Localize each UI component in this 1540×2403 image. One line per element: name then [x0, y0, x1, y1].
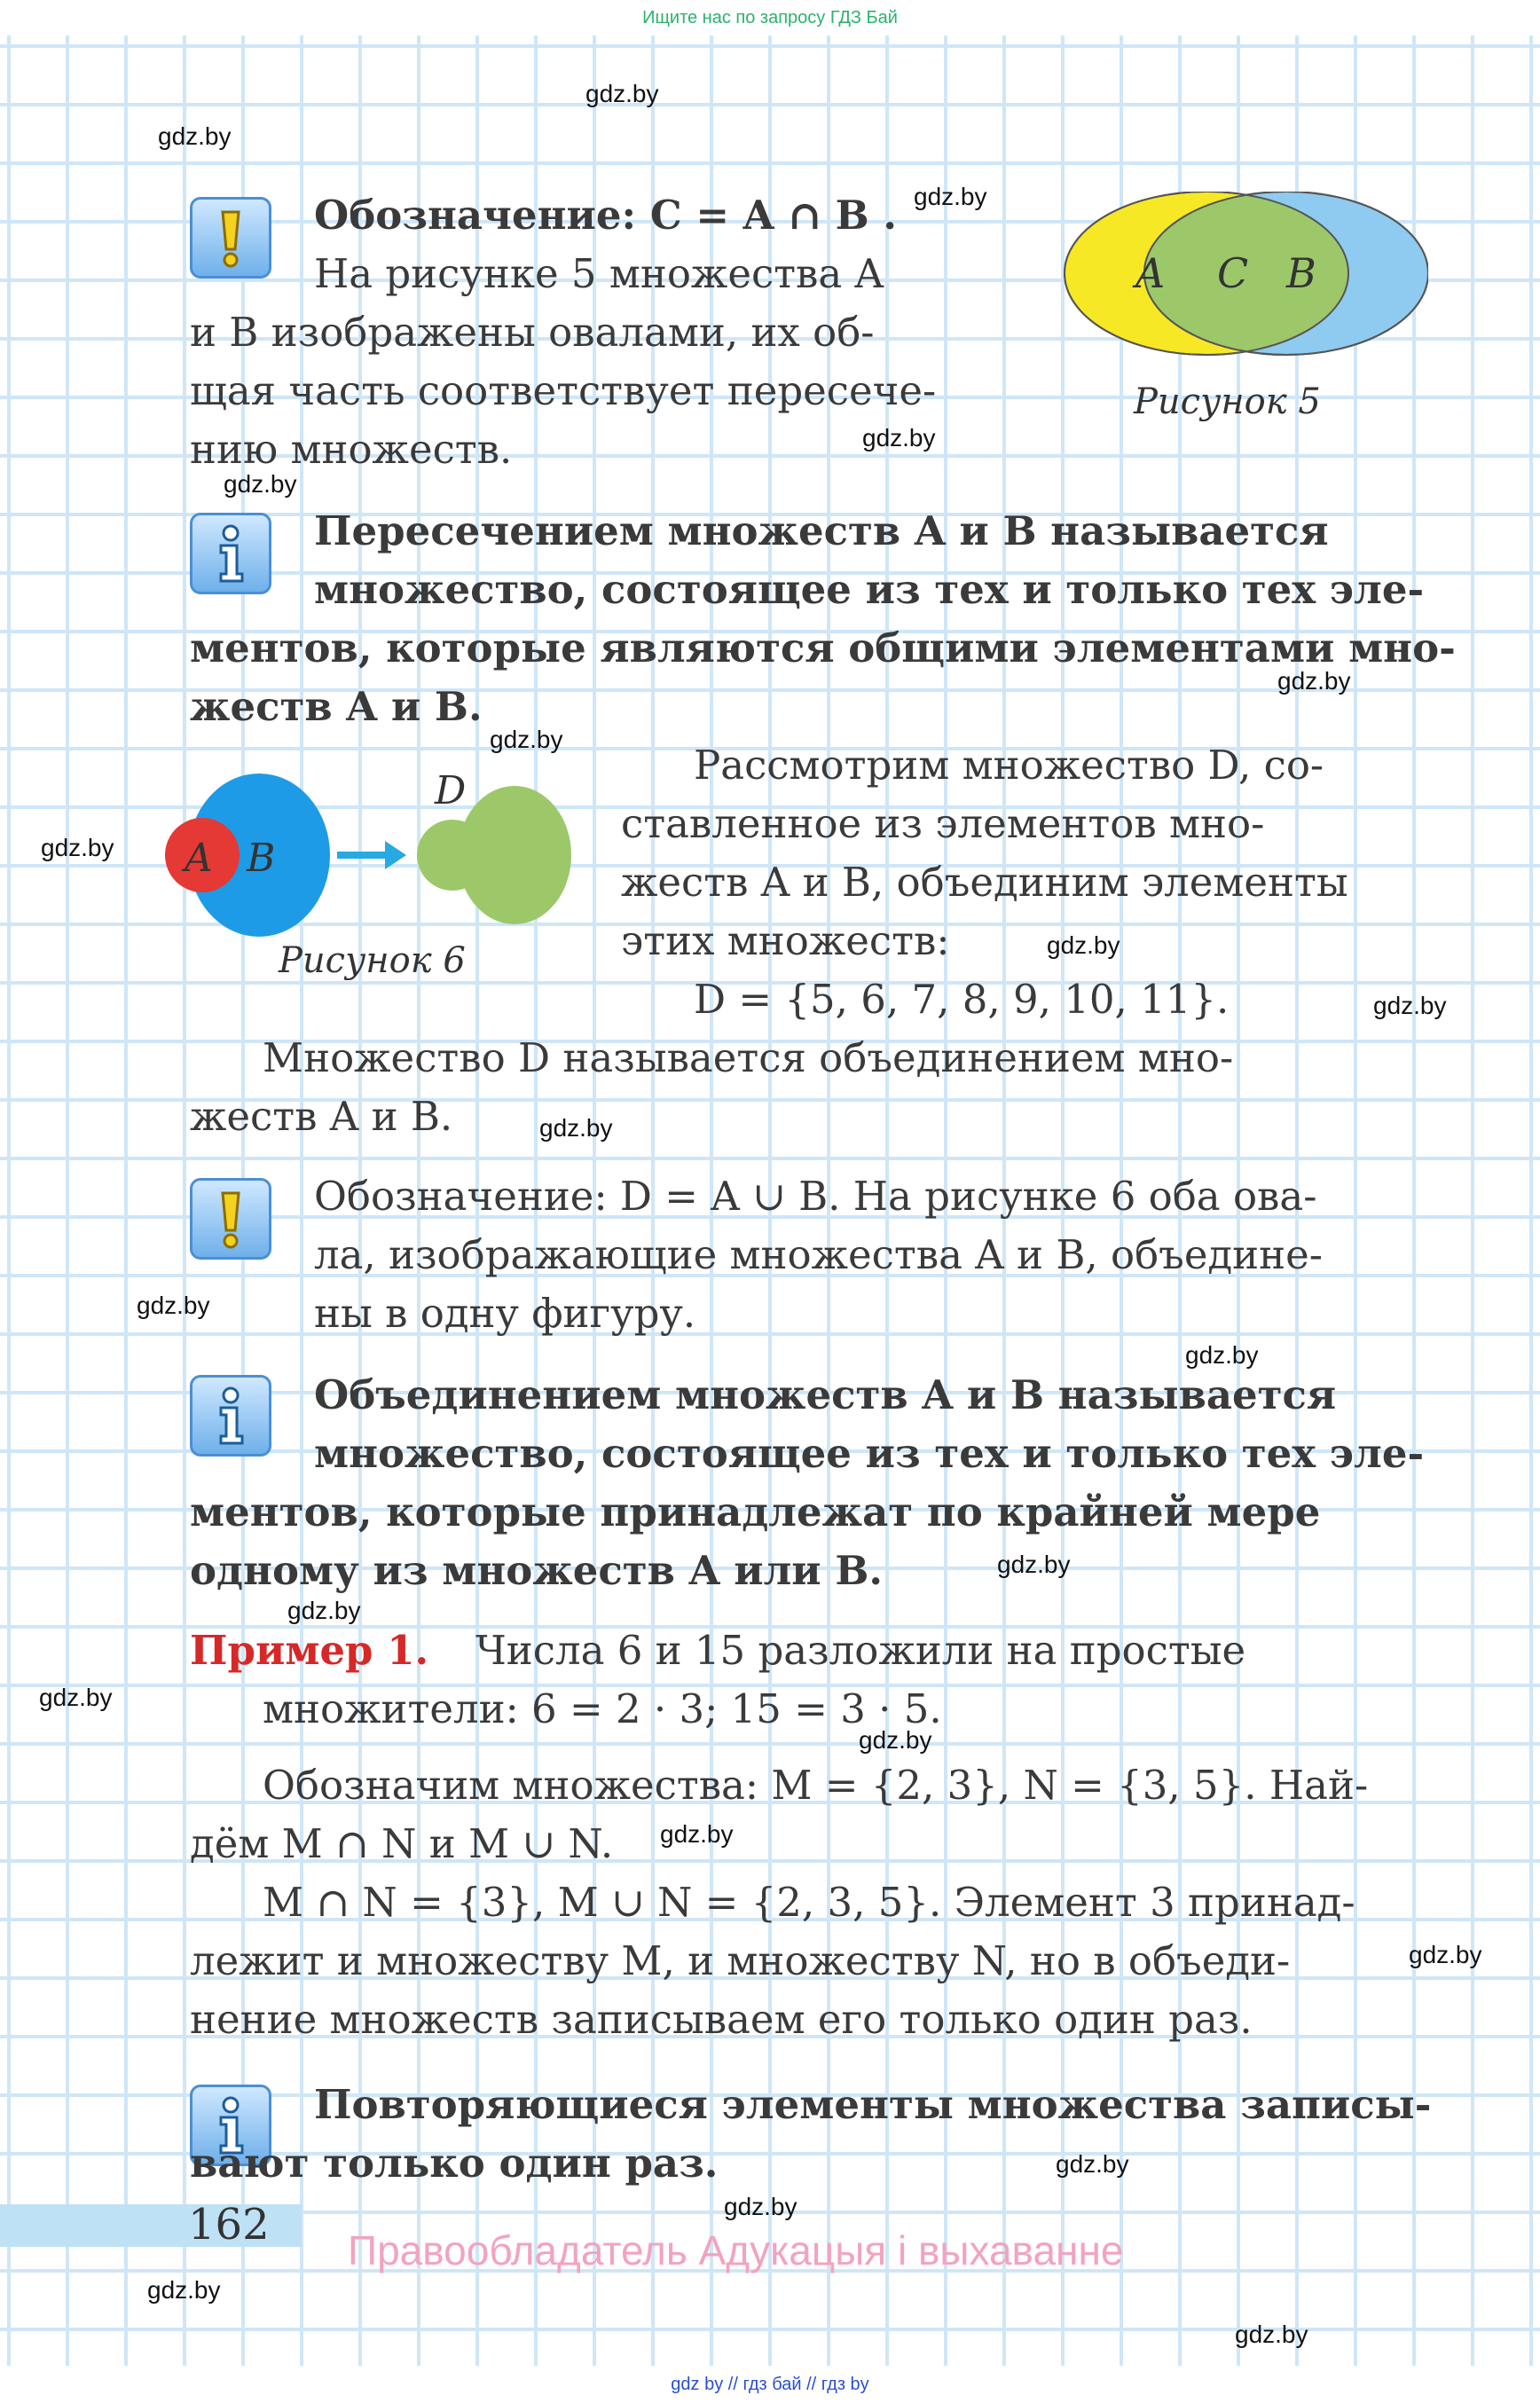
- watermark: gdz.by: [287, 1597, 361, 1624]
- text-line: ставленное из элементов мно-: [621, 800, 1265, 847]
- watermark: gdz.by: [859, 1726, 932, 1754]
- example-label: Пример 1.: [190, 1627, 429, 1674]
- notation-intersection: Обозначение: C = A ∩ B .: [314, 192, 898, 239]
- watermark: gdz.by: [1235, 2321, 1308, 2348]
- def-union-line: одному из множеств A или B.: [190, 1547, 884, 1594]
- set-d-label: D: [435, 768, 467, 813]
- def-intersection-line: ментов, которые являются общими элементами мно-: [190, 624, 1456, 671]
- set-d-formula: D = {5, 6, 7, 8, 9, 10, 11}.: [694, 976, 1230, 1023]
- rule-line: Повторяющиеся элементы множества записы-: [314, 2081, 1432, 2128]
- info-icon: [190, 1375, 271, 1457]
- text-line: ла, изображающие множества A и B, объедине-: [314, 1231, 1323, 1278]
- info-icon: [190, 513, 271, 594]
- set-c-label: C: [1217, 249, 1249, 297]
- text-line: жеств A и B.: [190, 1093, 453, 1140]
- watermark: gdz.by: [224, 470, 297, 498]
- watermark: gdz.by: [1277, 667, 1351, 695]
- rule-line: вают только один раз.: [190, 2140, 719, 2187]
- example-line: лежит и множеству M, и множеству N, но в объеди-: [190, 1937, 1291, 1984]
- figure-5-caption: Рисунок 5: [1134, 381, 1321, 422]
- page-number: 162: [188, 2200, 270, 2250]
- def-union-line: Объединением множеств A и B называется: [314, 1371, 1337, 1418]
- text-line: На рисунке 5 множества A: [314, 250, 884, 297]
- watermark: gdz.by: [1185, 1341, 1259, 1369]
- watermark: gdz.by: [862, 424, 936, 452]
- watermark: gdz.by: [914, 183, 987, 210]
- watermark: gdz.by: [147, 2276, 221, 2304]
- copyright-holder: Правообладатель Адукацыя і выхаванне: [348, 2227, 1124, 2273]
- bottom-banner[interactable]: gdz by // гдз бай // гдз by: [0, 2366, 1540, 2403]
- def-intersection-line: Пересечением множеств A и B называется: [314, 507, 1329, 554]
- watermark: gdz.by: [997, 1551, 1071, 1578]
- attention-icon: [190, 197, 271, 279]
- watermark: gdz.by: [660, 1820, 734, 1848]
- set-b-label: B: [247, 836, 276, 881]
- watermark: gdz.by: [39, 1684, 113, 1711]
- watermark: gdz.by: [158, 122, 232, 150]
- watermark: gdz.by: [1409, 1941, 1482, 1968]
- attention-icon: [190, 1178, 271, 1260]
- example-line: нение множеств записываем его только один раз.: [190, 1996, 1253, 2043]
- def-intersection-line: множество, состоящее из тех и только тех эле-: [314, 566, 1425, 613]
- example-line: Обозначим множества: M = {2, 3}, N = {3, 5}. Най-: [263, 1762, 1369, 1809]
- set-a-label: A: [185, 836, 213, 881]
- example-line: M ∩ N = {3}, M ∪ N = {2, 3, 5}. Элемент 3 принад-: [263, 1879, 1355, 1926]
- text-line: жеств A и B, объединим элементы: [621, 859, 1348, 906]
- watermark: gdz.by: [539, 1114, 613, 1142]
- example-line: дём M ∩ N и M ∪ N.: [190, 1820, 614, 1867]
- watermark: gdz.by: [724, 2193, 798, 2220]
- text-line: и B изображены овалами, их об-: [190, 309, 875, 356]
- text-line: Рассмотрим множество D, со-: [694, 742, 1324, 789]
- def-union-line: ментов, которые принадлежат по крайней мере: [190, 1488, 1321, 1535]
- watermark: gdz.by: [1047, 931, 1120, 959]
- set-b-label: B: [1286, 249, 1316, 297]
- text-line: Множество D называется объединением мно-: [263, 1034, 1234, 1081]
- watermark: gdz.by: [137, 1292, 210, 1319]
- text-line: щая часть соответствует пересече-: [190, 367, 937, 414]
- text-line: этих множеств:: [621, 917, 950, 964]
- text-line: нию множеств.: [190, 426, 513, 473]
- figure-6-caption: Рисунок 6: [279, 940, 466, 981]
- notation-union: Обозначение: D = A ∪ B. На рисунке 6 оба ова-: [314, 1173, 1317, 1220]
- figure-6-union: [160, 763, 585, 940]
- def-union-line: множество, состоящее из тех и только тех эле-: [314, 1430, 1425, 1477]
- watermark: gdz.by: [1056, 2150, 1129, 2178]
- watermark: gdz.by: [41, 834, 114, 861]
- watermark: gdz.by: [585, 80, 659, 107]
- watermark: gdz.by: [490, 726, 563, 753]
- top-banner[interactable]: Ищите нас по запросу ГДЗ Бай: [0, 0, 1540, 35]
- example-line: множители: 6 = 2 · 3; 15 = 3 · 5.: [263, 1685, 942, 1732]
- watermark: gdz.by: [1373, 992, 1447, 1019]
- def-intersection-line: жеств A и B.: [190, 683, 483, 730]
- text-line: ны в одну фигуру.: [314, 1290, 696, 1337]
- figure-5-venn: [1020, 192, 1428, 387]
- example-line: Числа 6 и 15 разложили на простые: [475, 1627, 1246, 1674]
- set-a-label: A: [1135, 249, 1166, 297]
